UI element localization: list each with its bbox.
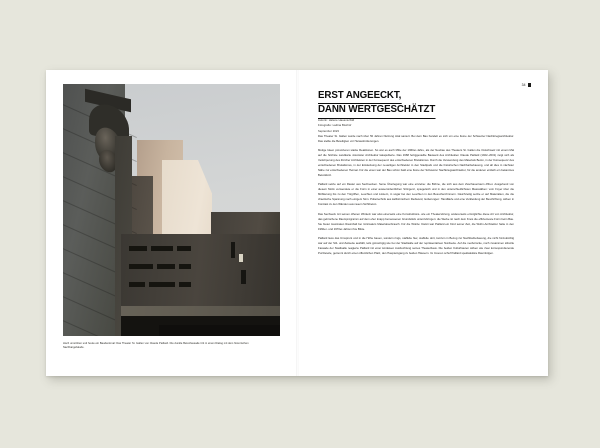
base-band	[121, 306, 280, 316]
paragraph: Paillard setzte auf ein Raster aus Sechsecken. Seine Überlegung war eine einzelne: die Bühne, die sich aus dem Zuschauerraum öffnet. Ausgehend von diesem Motiv verwendete er die Form in einer ausserordentlichen Stringenz, spiegelsich und in den unterschiedlichsten Massstäben: vom Foyer über die Möblierung bis zu den Türgriffen, Leuchten und Lüstern, in sogar bei den Leuchten in den Besucherzimmern. Gleichzeitig setzte er auf Materialien, die die chaotische Spannung nach einigem Sinn. Poliertechnik aus kalifornischem Redwood, Isolierungen: Handläufe und eine Verkleidung der Beschriftung, wirken in Kontrast zu den Wänden aus rauem Sichtbeton.	[318, 183, 514, 207]
byline-date: September 2023	[318, 129, 340, 133]
paragraph: Paillard liess das Umsprunt und in die Höhe bauen, sondern rings, staffelte hier, staffelte dort, kurzum in Bezug zur Nachbarbebauung, die nicht hinzukünftig war auf der Stil- und Zeitseite ausfällt, teils grosszügig wie bei der Stadtsalle auf der repräsentativen Nordseite. Auf die neoborocke, noch zusammen stilvolle Fassade der Stadtsalle reagierte Paillard mit einer konkaven Ausbuchtung seines Theaterbaus. Die beiden Kulturbauten wirken wie zwei korrespondierende Puzzleteile, getrennt durch einen öffentlichen Platz, den Haupteingang zu beiden Häusern. Im Inneren schuf Paillard spektakuläre Raumfolgen.	[318, 236, 514, 255]
paragraph: Mutige Ideen provozieren starke Reaktionen. So war es auch Mitte der 1960er-Jahre, als der Neubau des Theaters St. Gallen die Ostschweiz mit einem Mal auf die höchste Landkarte visionärer Architektur katapultierte. Das 1968 fertiggestellte Bauwerk des Architekten Claude Paillard (1922–2001) zeigt sich als Verkörperung des Zürcher Architekten in der Konsequenz des entschiedenen Brutalismus. Durch die Verwendung des Materials Beton, in der Konsequenz des entschiedenen Brutalismus, in der Entdeckung der neuartigen Architektur in den Stadtpark und die historischen Nachbarbebauung, und all dies in nächster Nähe zur entschiedenen Heimat. Für die einen war der Bau schon bald eine Ikone der Schweizer Nachkriegsarchitektur, für die anderen einfach ein bekanntes Betonklotz.	[318, 149, 514, 178]
square-marker-icon	[528, 83, 531, 87]
entrance-canopy	[159, 325, 280, 336]
theater-photo	[63, 84, 280, 336]
window-slit	[241, 270, 246, 284]
article-body	[318, 134, 514, 256]
headline-line-2: DANN WERTGESCHÄTZT	[318, 104, 435, 118]
right-page	[297, 70, 548, 376]
byline	[318, 118, 354, 134]
window-slit	[231, 242, 235, 258]
photo-image	[63, 84, 280, 336]
byline-author: Autorin: Helene Hauenschild	[318, 119, 355, 122]
paragraph: Das Sechseck mit seinen offenen Winkeln war also einerseits eine Konstruktions- wie ein Theatersitzung, andererseits ermöglichte diese Art von Architektur, das gebrochene Raumprogramm auf dem eher knapp bemessenen Grundstück unterzubringen: die Werke ist nach dem Kreis die effizienteste Form beim Bau. Sie bietet maximalen Raumhalt bei minimalem Materialverbrauch. Für die Würde: Damit war Paillard ein Kind seiner Zeit, die Wohn-Architektur hatte in den 1960er- und 1970er-Jahren ihre Blüte.	[318, 212, 514, 231]
headline-line-1: ERST ANGEECKT,	[318, 90, 401, 104]
lit-window	[239, 254, 243, 262]
photo-caption: Hoch umstritten und heute ein Baudenkmal: Das Theater St. Gallen von Claude Paillard. Die dunkle Betonfassade tritt in einen Dialog mit dem historischen Nachbargebäude.	[63, 342, 249, 350]
left-page	[46, 70, 297, 376]
byline-photography: Fotografie: Ladina Bischof	[318, 124, 352, 128]
page-title	[318, 90, 506, 119]
folio	[522, 83, 531, 87]
page-number: 34	[521, 83, 526, 87]
paragraph: Das Theater St. Gallen wurde nach über 50 Jahren Nutzung total saniert. Bei dem Bau handelt es sich um eine Ikone der Schweizer Nachkriegsarchitektur. Das stellte die Beteiligten vor Herausforderungen.	[318, 135, 514, 143]
magazine-spread	[46, 70, 548, 376]
